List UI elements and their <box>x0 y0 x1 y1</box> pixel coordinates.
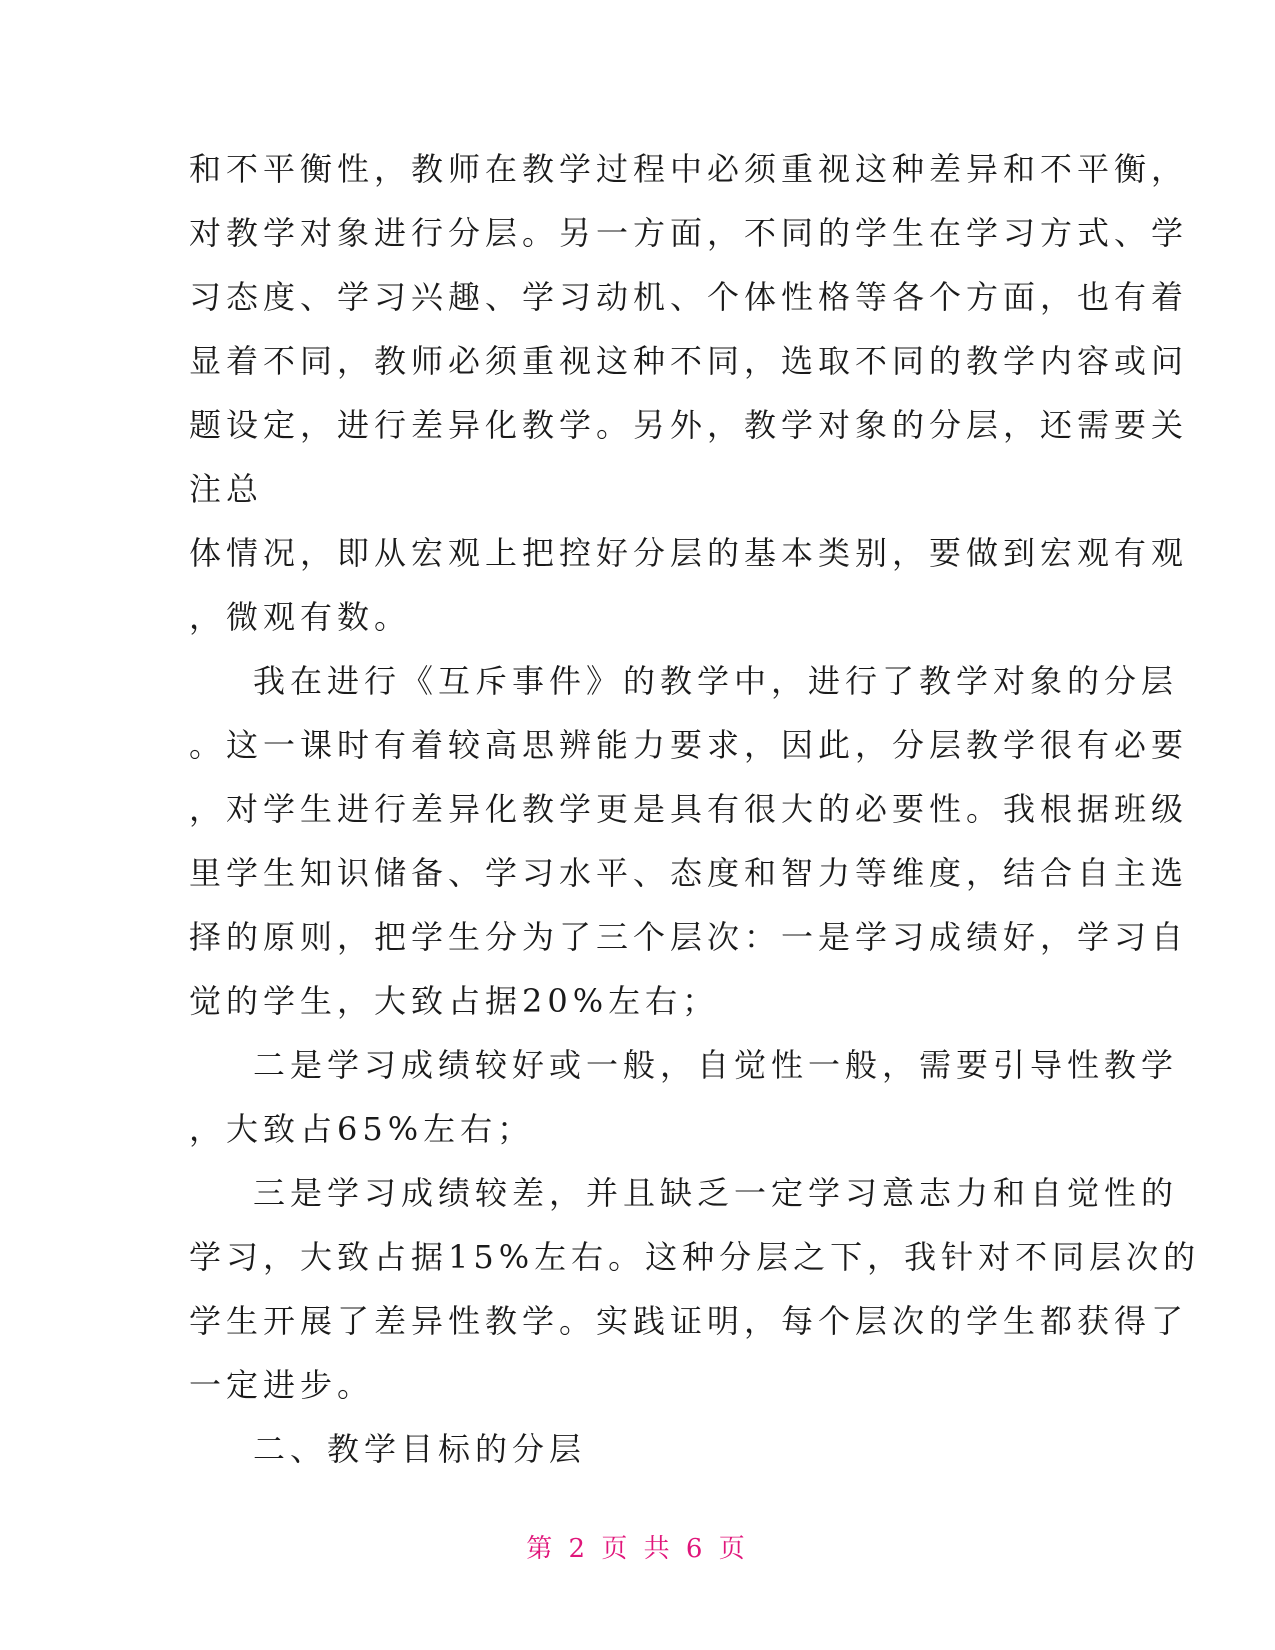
text-line: 择的原则，把学生分为了三个层次：一是学习成绩好，学习自 <box>189 918 1189 956</box>
text-line: 学习，大致占据15%左右。这种分层之下，我针对不同层次的 <box>189 1238 1201 1276</box>
text-line: 觉的学生，大致占据20%左右； <box>189 982 720 1020</box>
text-line: 体情况，即从宏观上把控好分层的基本类别，要做到宏观有观 <box>189 534 1189 572</box>
text-line: 和不平衡性，教师在教学过程中必须重视这种差异和不平衡， <box>189 150 1189 188</box>
paragraph-start-line: 我在进行《互斥事件》的教学中，进行了教学对象的分层 <box>253 662 1179 700</box>
text-line: 习态度、学习兴趣、学习动机、个体性格等各个方面，也有着 <box>189 278 1189 316</box>
page-number-footer: 第 2 页 共 6 页 <box>526 1534 749 1564</box>
text-line: 里学生知识储备、学习水平、态度和智力等维度，结合自主选 <box>189 854 1189 892</box>
text-line: 注总 <box>189 470 264 508</box>
paragraph-start-line: 三是学习成绩较差，并且缺乏一定学习意志力和自觉性的 <box>253 1174 1179 1212</box>
text-line: 显着不同，教师必须重视这种不同，选取不同的教学内容或问 <box>189 342 1189 380</box>
text-line: ，对学生进行差异化教学更是具有很大的必要性。我根据班级 <box>189 790 1189 828</box>
section-heading: 二、教学目标的分层 <box>253 1430 587 1468</box>
text-line: 学生开展了差异性教学。实践证明，每个层次的学生都获得了 <box>189 1302 1189 1340</box>
document-body <box>189 137 1201 1481</box>
text-line: 。这一课时有着较高思辨能力要求，因此，分层教学很有必要 <box>189 726 1189 764</box>
text-line: 对教学对象进行分层。另一方面，不同的学生在学习方式、学 <box>189 214 1189 252</box>
text-line: 一定进步。 <box>189 1366 375 1404</box>
text-line: ，微观有数。 <box>189 598 412 636</box>
paragraph-start-line: 二是学习成绩较好或一般，自觉性一般，需要引导性教学 <box>253 1046 1179 1084</box>
text-line: 题设定，进行差异化教学。另外，教学对象的分层，还需要关 <box>189 406 1189 444</box>
text-line: ，大致占65%左右； <box>189 1110 535 1148</box>
